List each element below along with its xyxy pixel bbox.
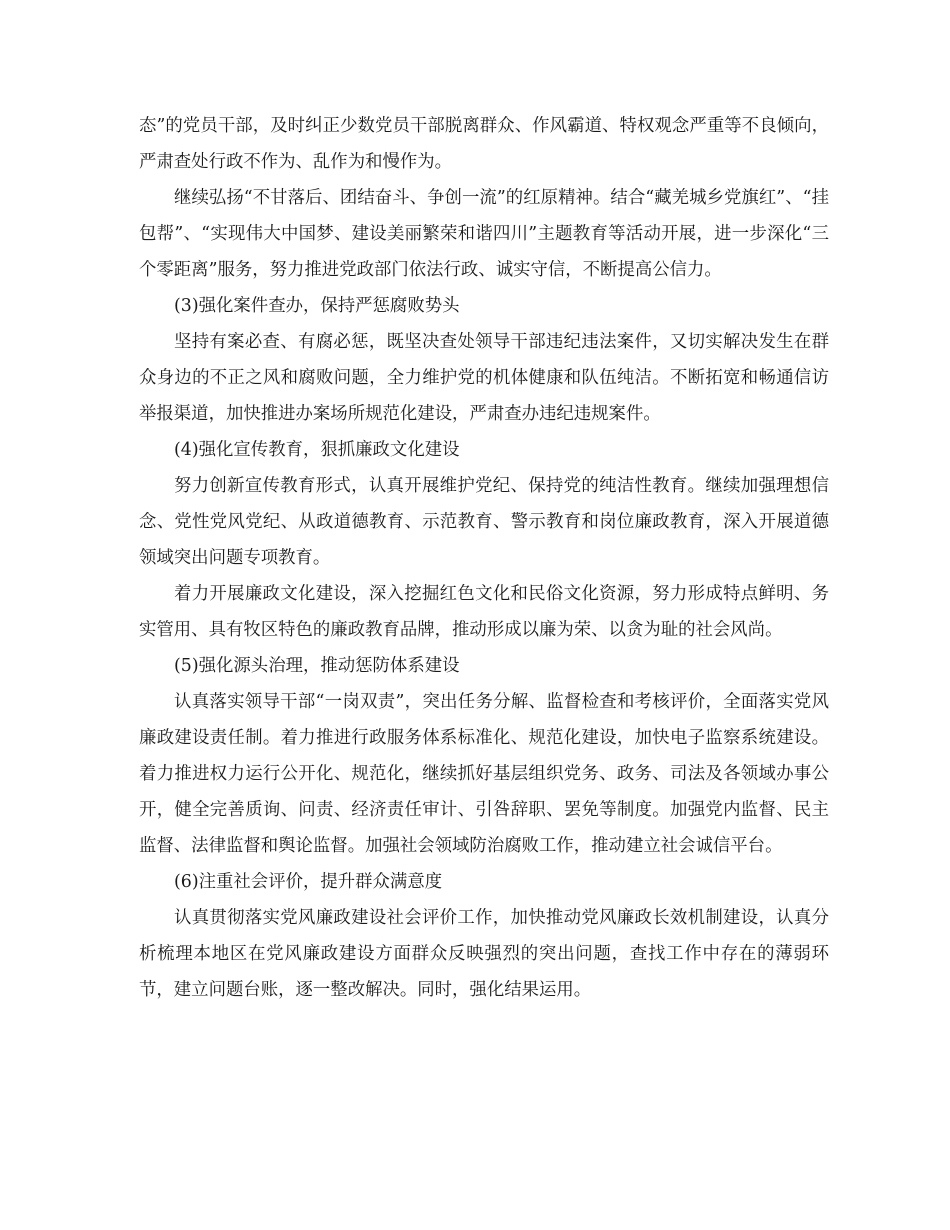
document-body: [139, 108, 829, 1008]
section-heading-6: (6)注重社会评价，提升群众满意度: [174, 872, 443, 892]
paragraph-hongyuan-spirit: 继续弘扬“不甘落后、团结奋斗、争创一流”的红原精神。结合“藏羌城乡党旗红”、“挂包帮”、“实现伟大中国梦、建设美丽繁荣和谐四川”主题教育等活动开展，进一步深化“三个零距离”服务，努力推进党政部门依法行政、诚实守信，不断提高公信力。: [139, 188, 829, 280]
paragraph-source-governance: 认真落实领导干部“一岗双责”，突出任务分解、监督检查和考核评价，全面落实党风廉政建设责任制。着力推进行政服务体系标准化、规范化建设，加快电子监察系统建设。着力推进权力运行公开化、规范化，继续抓好基层组织党务、政务、司法及各领域办事公开，健全完善质询、问责、经济责任审计、引咎辞职、罢免等制度。加强党内监督、民主监督、法律监督和舆论监督。加强社会领域防治腐败工作，推动建立社会诚信平台。: [139, 692, 829, 856]
paragraph-case-handling: 坚持有案必查、有腐必惩，既坚决查处领导干部违纪违法案件，又切实解决发生在群众身边的不正之风和腐败问题，全力维护党的机体健康和队伍纯洁。不断拓宽和畅通信访举报渠道，加快推进办案场所规范化建设，严肃查办违纪违规案件。: [139, 332, 829, 424]
section-heading-4: (4)强化宣传教育，狠抓廉政文化建设: [174, 440, 460, 460]
paragraph-publicity-education: 努力创新宣传教育形式，认真开展维护党纪、保持党的纯洁性教育。继续加强理想信念、党性党风党纪、从政道德教育、示范教育、警示教育和岗位廉政教育，深入开展道德领域突出问题专项教育。: [139, 476, 829, 568]
paragraph-clean-culture: 着力开展廉政文化建设，深入挖掘红色文化和民俗文化资源，努力形成特点鲜明、务实管用、具有牧区特色的廉政教育品牌，推动形成以廉为荣、以贪为耻的社会风尚。: [139, 584, 829, 640]
paragraph-continuation: 态”的党员干部，及时纠正少数党员干部脱离群众、作风霸道、特权观念严重等不良倾向，严肃查处行政不作为、乱作为和慢作为。: [139, 116, 829, 172]
paragraph-social-evaluation: 认真贯彻落实党风廉政建设社会评价工作，加快推动党风廉政长效机制建设，认真分析梳理本地区在党风廉政建设方面群众反映强烈的突出问题，查找工作中存在的薄弱环节，建立问题台账，逐一整改解决。同时，强化结果运用。: [139, 908, 829, 1000]
section-heading-3: (3)强化案件查办，保持严惩腐败势头: [174, 296, 460, 316]
section-heading-5: (5)强化源头治理，推动惩防体系建设: [174, 656, 460, 676]
